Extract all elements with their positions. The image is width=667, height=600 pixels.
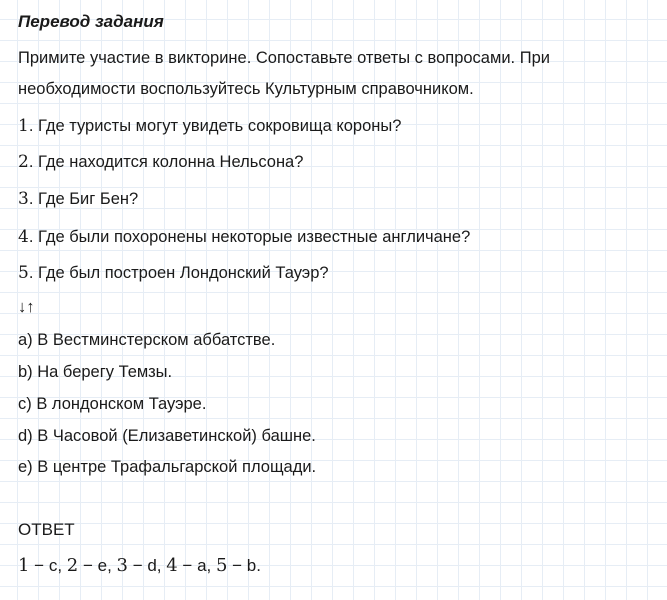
answer-number: 2 <box>66 555 79 576</box>
question-number: 3 <box>18 189 29 209</box>
answer-letter: − c, <box>29 556 67 575</box>
question-2 <box>18 151 303 173</box>
question-text: . Где находится колонна Нельсона? <box>28 153 304 171</box>
answer-line <box>18 555 261 576</box>
answer-letter: − d, <box>127 556 167 575</box>
question-number: 1 <box>18 116 29 136</box>
answer-letter: − a, <box>177 556 216 575</box>
task-title: Перевод задания <box>18 12 164 31</box>
question-text: . Где был построен Лондонский Тауэр? <box>28 264 329 282</box>
option-b: b) На берегу Темзы. <box>18 363 173 381</box>
option-a: a) В Вестминстерском аббатстве. <box>18 331 276 349</box>
question-number: 2 <box>18 152 29 172</box>
answer-letter: − e, <box>78 556 117 575</box>
answer-number: 3 <box>116 555 128 576</box>
answer-letter: − b. <box>227 556 261 575</box>
question-text: . Где туристы могут увидеть сокровища короны? <box>28 117 402 135</box>
question-5 <box>18 262 329 284</box>
question-1 <box>18 115 401 137</box>
option-e: e) В центре Трафальгарской площади. <box>18 458 317 476</box>
answer-number: 1 <box>18 555 30 576</box>
question-4 <box>18 226 470 248</box>
question-text: . Где Биг Бен? <box>28 190 139 208</box>
intro-line-1: Примите участие в викторине. Сопоставьте ответы с вопросами. При <box>18 49 550 67</box>
swap-arrows-icon: ↓↑ <box>18 298 35 316</box>
question-number: 5 <box>18 263 29 283</box>
option-d: d) В Часовой (Елизаветинской) башне. <box>18 427 316 445</box>
answer-heading: ОТВЕТ <box>18 520 75 539</box>
question-3 <box>18 188 138 210</box>
answer-number: 4 <box>166 555 178 576</box>
question-text: . Где были похоронены некоторые известные англичане? <box>28 228 471 246</box>
intro-line-2: необходимости воспользуйтесь Культурным справочником. <box>18 80 474 98</box>
option-c: c) В лондонском Тауэре. <box>18 395 207 413</box>
question-number: 4 <box>18 227 29 247</box>
answer-number: 5 <box>215 555 228 576</box>
